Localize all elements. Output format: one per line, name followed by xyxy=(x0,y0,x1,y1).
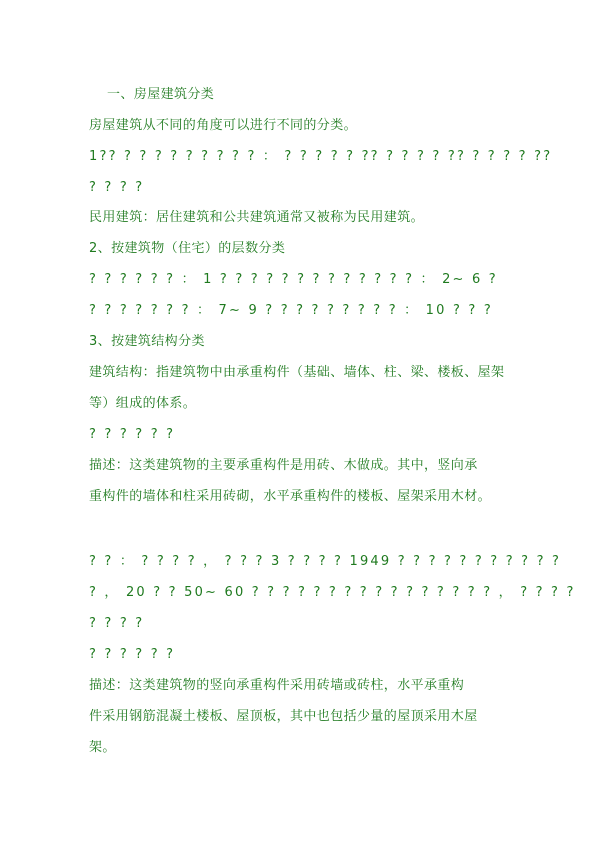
section-heading-2: 2、按建筑物（住宅）的层数分类 xyxy=(89,241,286,256)
paragraph-line: 架。 xyxy=(89,740,116,755)
section-heading-3: 3、按建筑结构分类 xyxy=(89,334,205,349)
garbled-text-line: ? ， 20 ? ? 50~ 60 ? ? ? ? ? ? ? ? ? ? ? ? ? ? ? ? ， ? ? ? ? xyxy=(89,585,576,600)
paragraph-line: 重构件的墙体和柱采用砖砌，水平承重构件的楼板、屋架采用木材。 xyxy=(89,489,492,504)
garbled-text-line: ? ? ? ? xyxy=(89,616,145,631)
paragraph-line: 房屋建筑从不同的角度可以进行不同的分类。 xyxy=(89,118,358,133)
paragraph-line: 民用建筑：居住建筑和公共建筑通常又被称为民用建筑。 xyxy=(89,210,425,225)
paragraph-line: 描述：这类建筑物的主要承重构件是用砖、木做成。其中，竖向承 xyxy=(89,458,478,473)
garbled-text-line: ? ? ? ? ? ? xyxy=(89,427,176,442)
paragraph-line: 件采用钢筋混凝土楼板、屋顶板，其中也包括少量的屋顶采用木屋 xyxy=(89,709,478,724)
garbled-text-line: ? ? ? ? ? ? ： 1 ? ? ? ? ? ? ? ? ? ? ? ? ? ： 2~ 6 ? xyxy=(89,272,498,287)
garbled-text-line: 1?? ? ? ? ? ? ? ? ? ? ： ? ? ? ? ? ?? ? ? ? ? ?? ? ? ? ? ?? xyxy=(89,149,553,164)
garbled-text-line: ? ? ： ? ? ? ? ， ? ? ? 3 ? ? ? ? 1949 ? ? ? ? ? ? ? ? ? ? ? xyxy=(89,554,562,569)
paragraph-line: 等）组成的体系。 xyxy=(89,396,197,411)
garbled-text-line: ? ? ? ? xyxy=(89,180,145,195)
paragraph-line: 描述：这类建筑物的竖向承重构件采用砖墙或砖柱，水平承重构 xyxy=(89,678,465,693)
section-heading-1: 一、房屋建筑分类 xyxy=(107,87,215,102)
paragraph-line: 建筑结构：指建筑物中由承重构件（基础、墙体、柱、梁、楼板、屋架 xyxy=(89,365,505,380)
garbled-text-line: ? ? ? ? ? ? ? ： 7~ 9 ? ? ? ? ? ? ? ? ? ： 10 ? ? ? xyxy=(89,303,493,318)
garbled-text-line: ? ? ? ? ? ? xyxy=(89,647,176,662)
